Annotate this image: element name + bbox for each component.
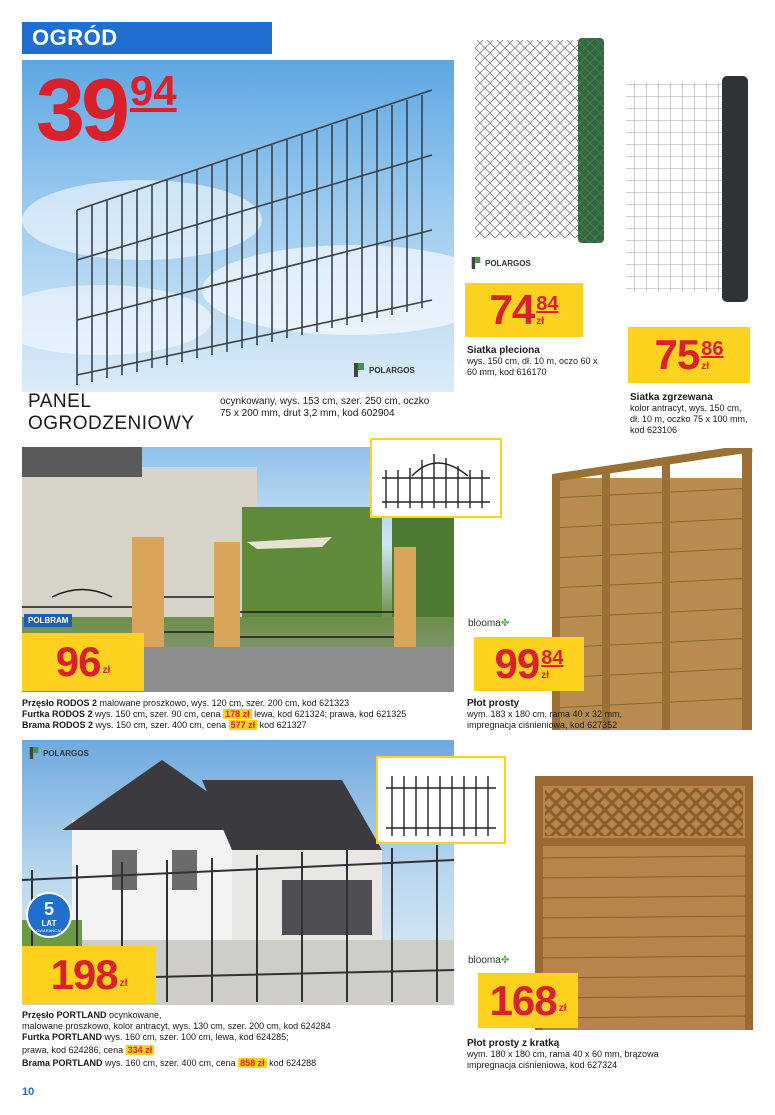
price-main: 198 xyxy=(50,951,118,998)
rodos-line-3 xyxy=(22,720,462,731)
plot-kratka-desc: wym. 180 x 180 cm, rama 40 x 60 mm, brązowa impregnacja ciśnieniowa, kod 627324 xyxy=(467,1049,659,1070)
portland-brama-price-tag: 858 zł xyxy=(240,1058,265,1068)
warranty-unit: LAT xyxy=(41,919,57,928)
polargos-logo-icon xyxy=(470,256,482,270)
price-main: 96 xyxy=(55,638,101,685)
price-cents: 84 xyxy=(536,292,559,315)
price-currency: zł xyxy=(536,315,545,327)
portland-line-3-name: Furtka PORTLAND xyxy=(22,1032,103,1042)
portland-line-1 xyxy=(22,1010,462,1021)
plot-prosty-price xyxy=(474,637,584,691)
plot-kratka-info xyxy=(467,1038,677,1071)
siatka-zgrzewana-price xyxy=(628,327,750,383)
polargos-logo-icon xyxy=(28,746,40,760)
chain-link-mesh-illustration xyxy=(470,38,610,248)
portland-line-5-a: wys. 160 cm, szer. 400 cm, cena xyxy=(102,1058,239,1068)
panel-price xyxy=(36,60,177,159)
rodos-line-3-b: kod 621327 xyxy=(257,720,307,730)
section-title: OGRÓD xyxy=(22,22,272,54)
price-cents: 84 xyxy=(541,646,564,669)
rodos-brama-price-tag: 577 zł xyxy=(230,720,256,730)
rodos-gate-detail xyxy=(370,438,502,518)
portland-line-4 xyxy=(22,1045,462,1056)
portland-brand-logo xyxy=(28,746,89,760)
panel-brand-logo xyxy=(352,362,415,378)
siatka-zgrzewana-info xyxy=(630,392,750,436)
plot-prosty-desc: wym. 183 x 180 cm, rama 40 x 32 mm, impregnacja ciśnieniowa, kod 627352 xyxy=(467,709,623,730)
price-currency: zł xyxy=(541,669,550,681)
siatka-pleciona-desc: wys. 150 cm, dł. 10 m, oczo 60 x 60 mm, kod 616170 xyxy=(467,356,598,377)
portland-line-2: malowane proszkowo, kolor antracyt, wys. 130 cm, szer. 200 cm, kod 624284 xyxy=(22,1021,331,1031)
siatka-zgrzewana-name: Siatka zgrzewana xyxy=(630,392,713,403)
panel-price-main: 39 xyxy=(36,60,126,159)
panel-name-line2: OGRODZENIOWY xyxy=(28,413,195,434)
rodos-price xyxy=(22,633,144,691)
panel-name-line1: PANEL xyxy=(28,391,92,412)
portland-line-3-rest: wys. 160 cm, szer. 100 cm, lewa, kod 624285; xyxy=(102,1032,289,1042)
siatka-zgrzewana-photo xyxy=(622,72,752,304)
plot-kratka-brand xyxy=(468,955,509,966)
price-currency: zł xyxy=(558,1003,567,1014)
rodos-line-3-a: wys. 150 cm, szer. 400 cm, cena xyxy=(93,720,229,730)
siatka-pleciona-photo xyxy=(470,38,610,248)
siatka-pleciona-price xyxy=(465,283,583,337)
rodos-line-1-name: Przęsło RODOS 2 xyxy=(22,698,98,708)
portland-brand-text: POLARGOS xyxy=(43,748,89,758)
panel-price-cents: 94 xyxy=(129,67,177,114)
welded-mesh-illustration xyxy=(622,72,752,304)
portland-line-1-name: Przęsło PORTLAND xyxy=(22,1010,107,1020)
price-main: 74 xyxy=(489,286,535,333)
siatka-pleciona-info xyxy=(467,345,607,378)
rodos-furtka-price-tag: 178 zł xyxy=(225,709,250,719)
price-main: 168 xyxy=(489,976,557,1024)
blooma-logo-text: blooma xyxy=(468,955,501,966)
price-cents: 86 xyxy=(701,337,724,360)
panel-description: ocynkowany, wys. 153 cm, szer. 250 cm, oczko 75 x 200 mm, drut 3,2 mm, kod 602904 xyxy=(220,396,430,419)
rodos-brand-logo: POLBRAM xyxy=(24,614,72,627)
polargos-logo-icon xyxy=(352,362,366,378)
portland-line-5-name: Brama PORTLAND xyxy=(22,1058,103,1068)
price-main: 75 xyxy=(654,331,700,378)
portland-furtka-price-tag: 334 zł xyxy=(127,1045,153,1055)
plot-prosty-info xyxy=(467,698,667,731)
portland-line-3 xyxy=(22,1032,462,1043)
rodos-info xyxy=(22,698,462,731)
rodos-line-3-name: Brama RODOS 2 xyxy=(22,720,94,730)
rodos-line-2-name: Furtka RODOS 2 xyxy=(22,709,93,719)
siatka-pleciona-name: Siatka pleciona xyxy=(467,345,540,356)
blooma-logo-text: blooma xyxy=(468,618,501,629)
portland-line-5 xyxy=(22,1058,462,1069)
rodos-line-2-a: wys. 150 cm, szer. 90 cm, cena xyxy=(92,709,224,719)
price-currency: zł xyxy=(102,664,111,676)
siatka-zgrzewana-desc: kolor antracyt, wys. 150 cm, dł. 10 m, oczko 75 x 100 mm, kod 623106 xyxy=(630,403,748,435)
rodos-line-2-b: lewa, kod 621324; prawa, kod 621325 xyxy=(251,709,407,719)
portland-fence-drawing-icon xyxy=(378,758,504,842)
plot-prosty-brand xyxy=(468,618,509,629)
panel-name xyxy=(28,391,194,435)
portland-gate-detail xyxy=(376,756,506,844)
siatka-pleciona-brand-text: POLARGOS xyxy=(485,258,531,268)
portland-price xyxy=(22,946,156,1004)
blooma-leaf-icon: ✤ xyxy=(500,955,510,966)
portland-line-1-rest: ocynkowane, xyxy=(106,1010,162,1020)
blooma-leaf-icon: ✤ xyxy=(500,618,510,629)
plot-kratka-price xyxy=(478,973,578,1028)
plot-prosty-name: Płot prosty xyxy=(467,698,520,709)
page-number: 10 xyxy=(22,1086,35,1098)
price-currency: zł xyxy=(119,977,128,989)
warranty-number: 5 xyxy=(43,899,54,919)
siatka-pleciona-brand xyxy=(470,256,531,270)
price-main: 99 xyxy=(494,640,540,687)
warranty-text: GWARANCJA xyxy=(36,928,62,933)
plot-kratka-name: Płot prosty z kratką xyxy=(467,1038,560,1049)
rodos-fence-drawing-icon xyxy=(372,440,500,516)
rodos-line-1-rest: malowane proszkowo, wys. 120 cm, szer. 200 cm, kod 621323 xyxy=(97,698,350,708)
panel-brand-text: POLARGOS xyxy=(369,365,415,375)
portland-line-5-b: kod 624288 xyxy=(266,1058,317,1068)
portland-info xyxy=(22,1010,462,1069)
price-currency: zł xyxy=(701,360,710,372)
rodos-line-1 xyxy=(22,698,462,709)
rodos-line-2 xyxy=(22,709,462,720)
portland-line-4-a: prawa, kod 624286, cena xyxy=(22,1045,126,1055)
warranty-badge xyxy=(26,892,72,938)
